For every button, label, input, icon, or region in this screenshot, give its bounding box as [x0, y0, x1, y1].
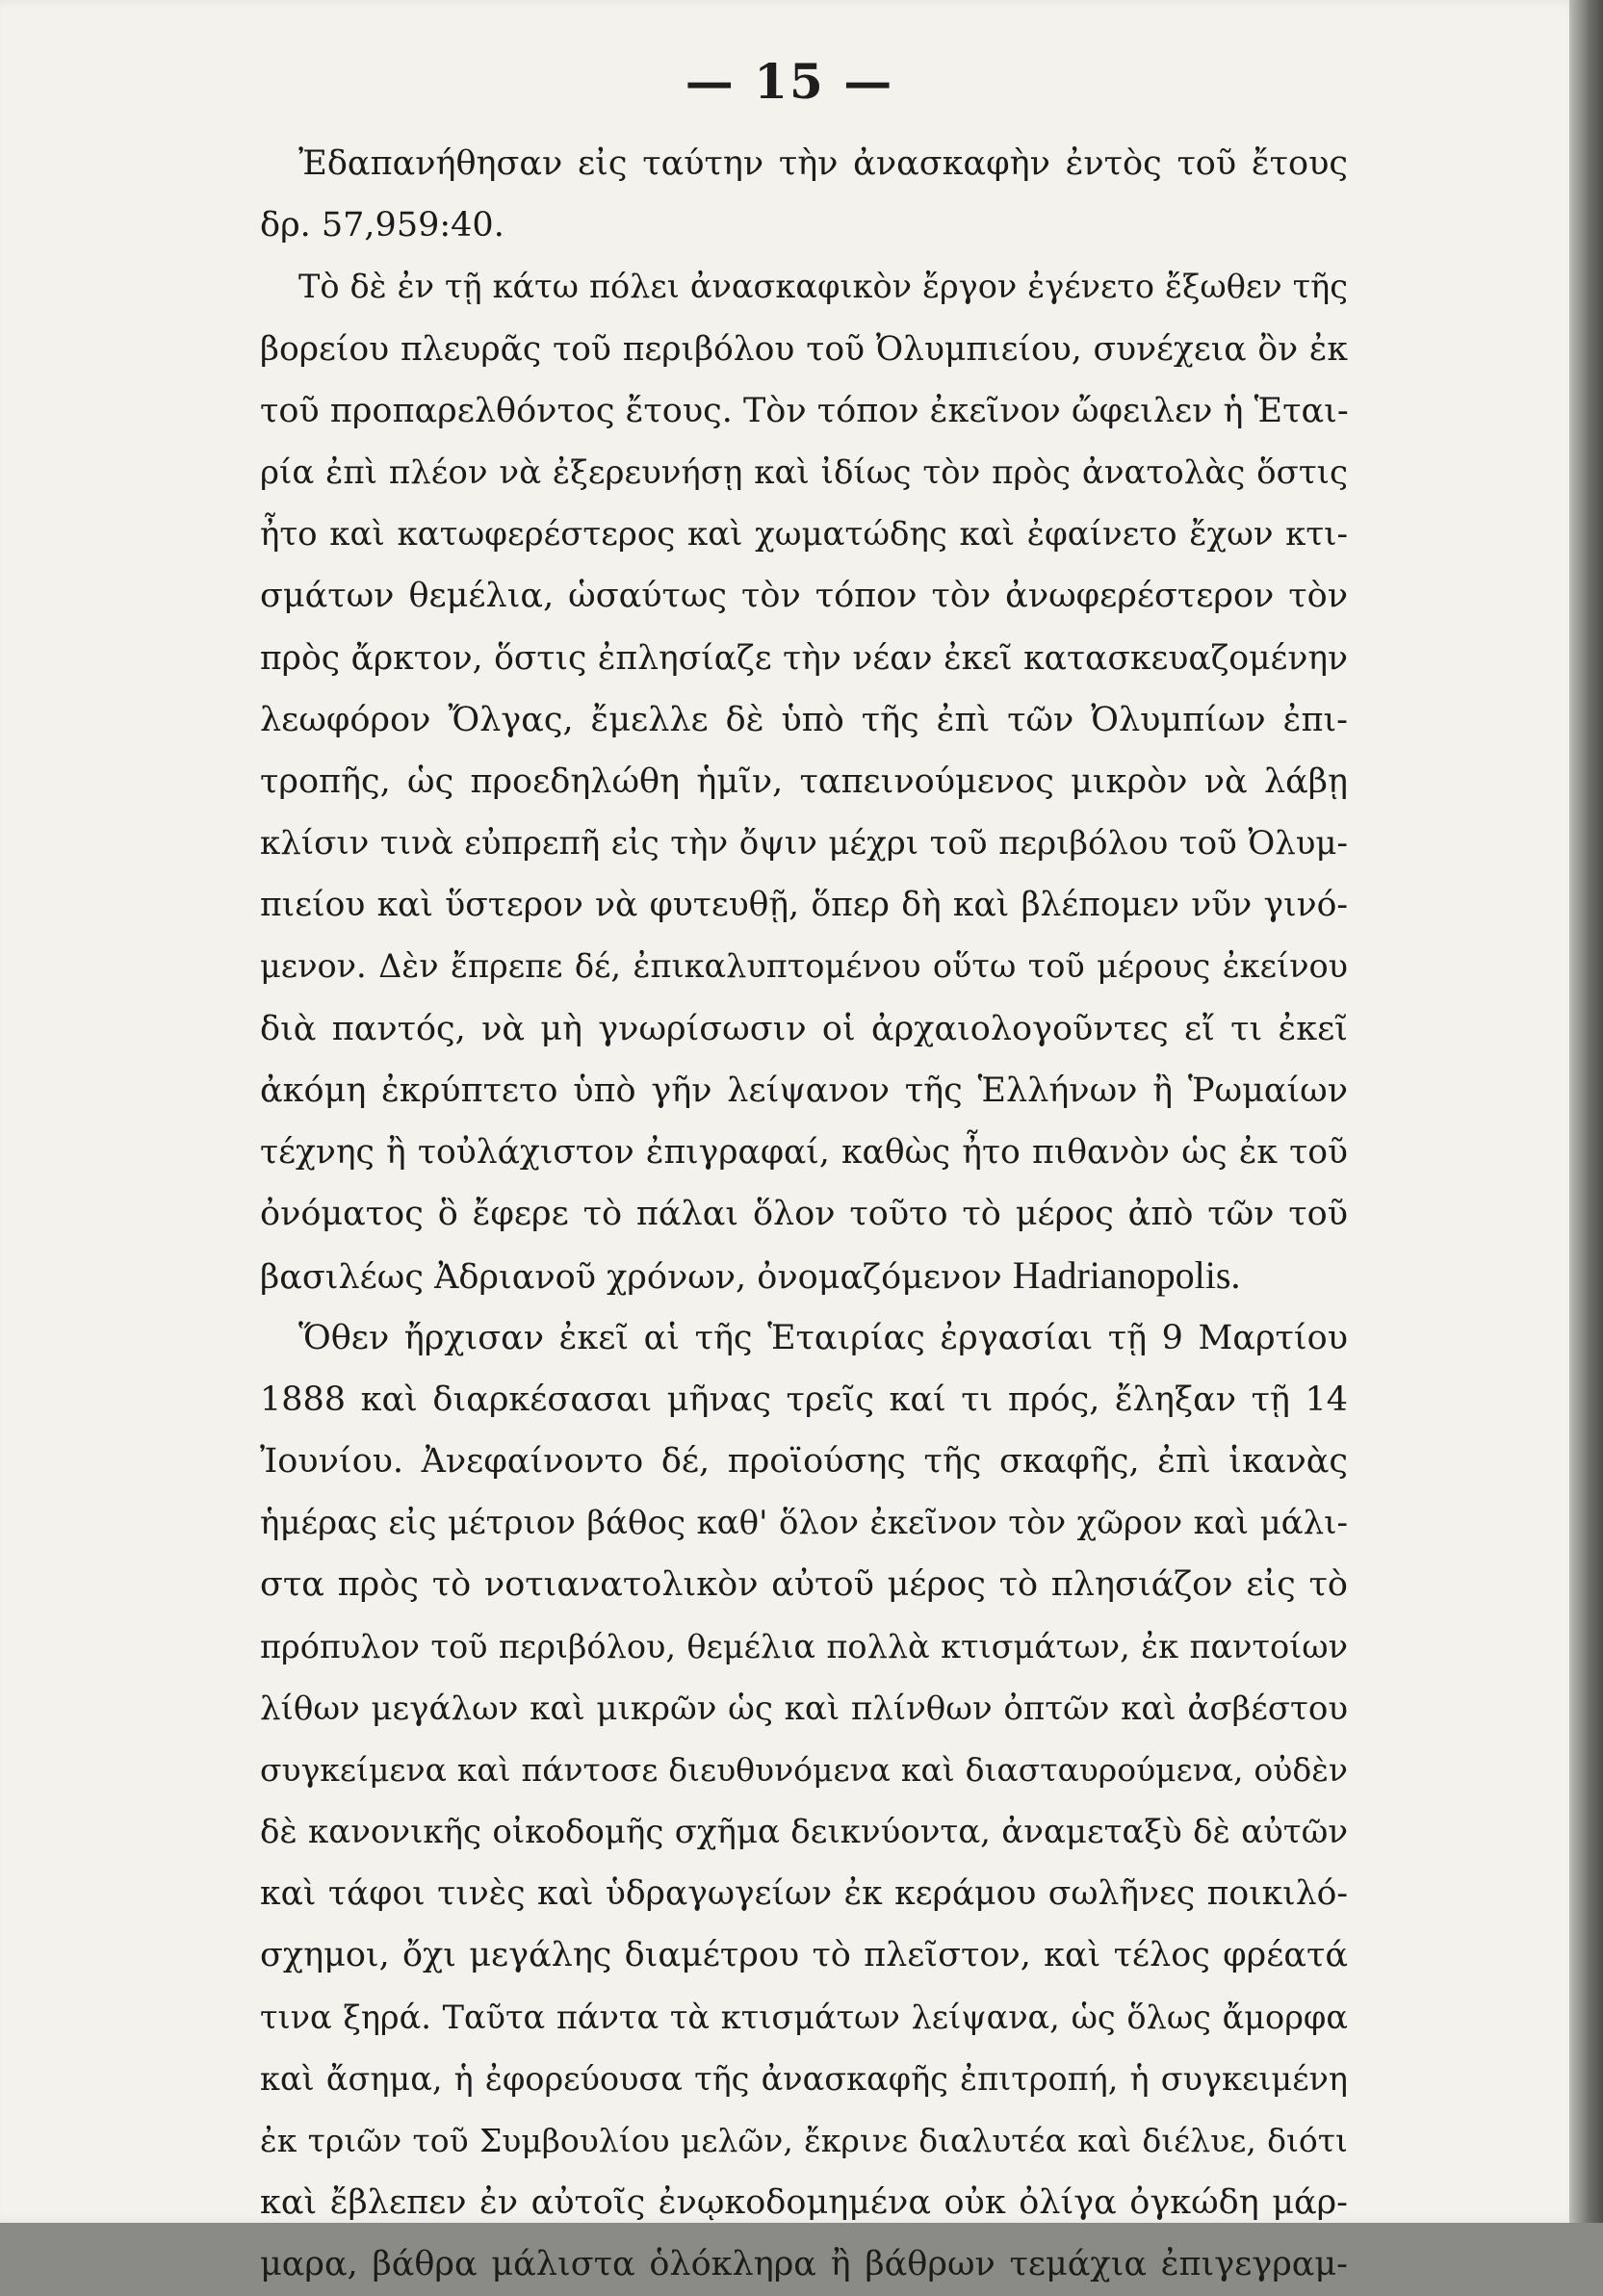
latin-word: Hadrianopolis.	[1012, 1253, 1241, 1298]
text-line: 1888 καὶ διαρκέσασαι μῆνας τρεῖς καί τι πρός, ἔληξαν τῇ 14	[260, 1380, 1348, 1419]
text-line: ἀκόμη ἐκρύπτετο ὑπὸ γῆν λείψανον τῆς Ἑλλήνων ἢ Ῥωμαίων	[260, 1071, 1348, 1110]
text-line: μενον. Δὲν ἔπρεπε δέ, ἐπικαλυπτομένου οὕτω τοῦ μέρους ἐκείνου	[260, 947, 1348, 986]
text-line: ὀνόματος ὃ ἔφερε τὸ πάλαι ὅλον τοῦτο τὸ μέρος ἀπὸ τῶν τοῦ	[260, 1195, 1348, 1234]
text-line: λίθων μεγάλων καὶ μικρῶν ὡς καὶ πλίνθων ὀπτῶν καὶ ἀσβέστου	[260, 1689, 1348, 1728]
text-line: Ἐδαπανήθησαν εἰς ταύτην τὴν ἀνασκαφὴν ἐντὸς τοῦ ἔτους	[298, 144, 1348, 183]
text-line: τέχνης ἢ τοὐλάχιστον ἐπιγραφαί, καθὼς ἦτο πιθανὸν ὡς ἐκ τοῦ	[260, 1133, 1348, 1172]
text-line: Ὅθεν ἤρχισαν ἐκεῖ αἱ τῆς Ἑταιρίας ἐργασίαι τῇ 9 Μαρτίου	[298, 1318, 1348, 1357]
text-line-with-latin	[260, 1245, 1348, 1306]
text-line: ἦτο καὶ κατωφερέστερος καὶ χωματώδης καὶ ἐφαίνετο ἔχων κτι-	[260, 515, 1348, 555]
text-line: τοῦ προπαρελθόντος ἔτους. Τὸν τόπον ἐκεῖνον ὤφειλεν ἡ Ἑται-	[260, 391, 1349, 430]
text-line-greek-part: βασιλέως Ἀδριανοῦ χρόνων, ὀνομαζόμενον	[260, 1258, 1002, 1298]
text-line: συγκείμενα καὶ πάντοσε διευθυνόμενα καὶ διασταυρούμενα, οὐδὲν	[260, 1750, 1348, 1789]
text-line: καὶ ἔβλεπεν ἐν αὐτοῖς ἐνῳκοδομημένα οὐκ ὀλίγα ὀγκώδη μάρ-	[260, 2183, 1348, 2223]
text-line: πρόπυλον τοῦ περιβόλου, θεμέλια πολλὰ κτισμάτων, ἐκ παντοίων	[260, 1627, 1348, 1665]
text-line: καὶ τάφοι τινὲς καὶ ὑδραγωγείων ἐκ κεράμου σωλῆνες ποικιλό-	[260, 1874, 1348, 1914]
text-line: Τὸ δὲ ἐν τῇ κάτω πόλει ἀνασκαφικὸν ἔργον ἐγένετο ἔξωθεν τῆς	[298, 268, 1348, 306]
text-line: βορείου πλευρᾶς τοῦ περιβόλου τοῦ Ὀλυμπιείου, συνέχεια ὂν ἐκ	[260, 329, 1348, 369]
text-line: λεωφόρον Ὄλγας, ἔμελλε δὲ ὑπὸ τῆς ἐπὶ τῶν Ὀλυμπίων ἐπι-	[260, 700, 1348, 739]
text-line: κλίσιν τινὰ εὐπρεπῆ εἰς τὴν ὄψιν μέχρι τοῦ περιβόλου τοῦ Ὀλυμ-	[260, 824, 1348, 864]
scan-edge-shadow	[1569, 0, 1603, 2223]
text-line: ἐκ τριῶν τοῦ Συμβουλίου μελῶν, ἔκρινε διαλυτέα καὶ διέλυε, διότι	[260, 2122, 1348, 2159]
text-line: πρὸς ἄρκτον, ὅστις ἐπλησίαζε τὴν νέαν ἐκεῖ κατασκευαζομένην	[260, 638, 1348, 678]
text-line: διὰ παντός, νὰ μὴ γνωρίσωσιν οἱ ἀρχαιολογοῦντες εἴ τι ἐκεῖ	[260, 1009, 1348, 1048]
text-line: δὲ κανονικῆς οἰκοδομῆς σχῆμα δεικνύοντα, ἀναμεταξὺ δὲ αὐτῶν	[260, 1813, 1348, 1852]
text-line: δρ. 57,959:40.	[260, 206, 504, 245]
text-line: ἡμέρας εἰς μέτριον βάθος καθ' ὅλον ἐκεῖνον τὸν χῶρον καὶ μάλι-	[260, 1504, 1348, 1543]
text-line: καὶ ἄσημα, ἡ ἐφορεύουσα τῆς ἀνασκαφῆς ἐπιτροπή, ἡ συγκειμένη	[260, 2059, 1348, 2098]
text-line: Ἰουνίου. Ἀνεφαίνοντο δέ, προϊούσης τῆς σκαφῆς, ἐπὶ ἱκανὰς	[260, 1441, 1348, 1481]
text-line: σμάτων θεμέλια, ὡσαύτως τὸν τόπον τὸν ἀνωφερέστερον τὸν	[260, 577, 1348, 616]
text-line: στα πρὸς τὸ νοτιανατολικὸν αὐτοῦ μέρος τὸ πλησιάζον εἰς τὸ	[260, 1565, 1348, 1605]
text-line: ρία ἐπὶ πλέον νὰ ἐξερευνήσῃ καὶ ἰδίως τὸν πρὸς ἀνατολὰς ὅστις	[260, 452, 1348, 492]
text-line: μαρα, βάθρα μάλιστα ὁλόκληρα ἢ βάθρων τεμάχια ἐπιγεγραμ-	[260, 2245, 1348, 2284]
text-line: τροπῆς, ὡς προεδηλώθη ἡμῖν, ταπεινούμενος μικρὸν νὰ λάβῃ	[260, 761, 1348, 801]
text-line: τινα ξηρά. Ταῦτα πάντα τὰ κτισμάτων λείψανα, ὡς ὅλως ἄμορφα	[260, 1998, 1348, 2036]
text-line: σχημοι, ὄχι μεγάλης διαμέτρου τὸ πλεῖστον, καὶ τέλος φρέατά	[260, 1936, 1348, 1975]
text-line: πιείου καὶ ὕστερον νὰ φυτευθῇ, ὅπερ δὴ καὶ βλέπομεν νῦν γινό-	[260, 886, 1348, 925]
body-text	[260, 133, 1348, 2296]
page-number: — 15 —	[685, 53, 894, 110]
